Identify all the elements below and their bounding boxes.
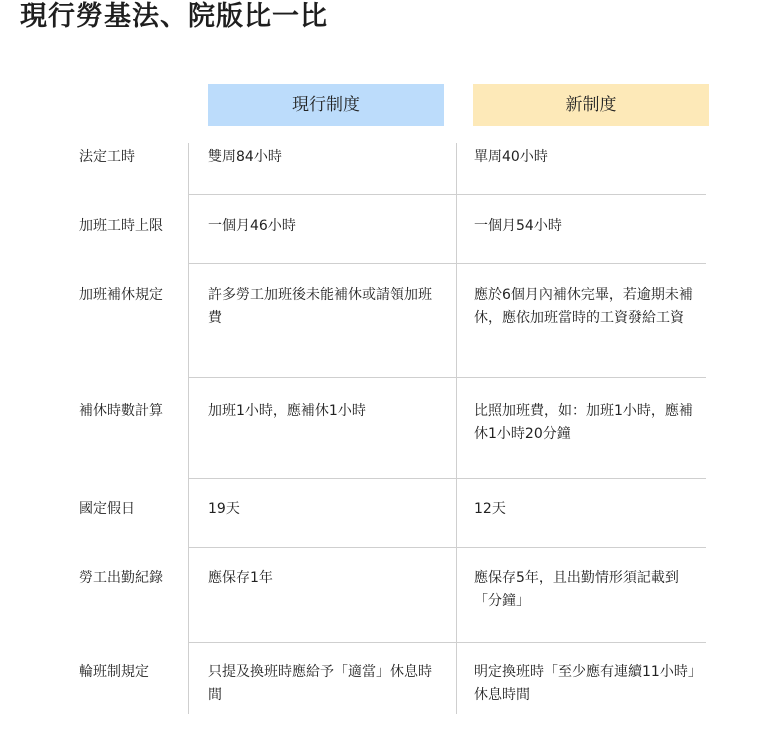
row-new-overtime-cap: 一個月54小時 xyxy=(474,218,562,234)
row-divider xyxy=(456,547,706,548)
row-divider xyxy=(188,377,456,378)
row-current-attendance-records: 應保存1年 xyxy=(208,570,273,586)
row-new-attendance-records: 應保存5年，且出勤情形須記載到「分鐘」 xyxy=(474,570,679,609)
row-divider xyxy=(456,478,706,479)
row-current-overtime-cap: 一個月46小時 xyxy=(208,218,296,234)
row-label-overtime-cap: 加班工時上限 xyxy=(79,218,163,234)
row-new-shift-rules: 明定換班時「至少應有連續11小時」休息時間 xyxy=(474,664,702,703)
row-label-shift-rules: 輪班制規定 xyxy=(79,664,149,680)
row-divider xyxy=(456,263,706,264)
row-divider xyxy=(456,642,706,643)
row-current-comp-leave-rules: 許多勞工加班後未能補休或請領加班費 xyxy=(208,287,432,326)
row-current-shift-rules: 只提及換班時應給予「適當」休息時間 xyxy=(208,664,432,703)
row-current-legal-hours: 雙周84小時 xyxy=(208,149,282,165)
column-divider xyxy=(456,143,457,714)
row-current-national-holidays: 19天 xyxy=(208,501,240,517)
row-new-comp-leave-calc: 比照加班費，如：加班1小時，應補休1小時20分鐘 xyxy=(474,403,693,442)
row-label-comp-leave-rules: 加班補休規定 xyxy=(79,287,163,303)
column-header-new: 新制度 xyxy=(473,84,709,126)
row-label-national-holidays: 國定假日 xyxy=(79,501,135,517)
row-label-comp-leave-calc: 補休時數計算 xyxy=(79,403,163,419)
row-divider xyxy=(188,547,456,548)
row-divider xyxy=(188,194,456,195)
row-current-comp-leave-calc: 加班1小時，應補休1小時 xyxy=(208,403,366,419)
row-divider xyxy=(188,642,456,643)
row-new-legal-hours: 單周40小時 xyxy=(474,149,548,165)
row-divider xyxy=(456,377,706,378)
row-new-national-holidays: 12天 xyxy=(474,501,506,517)
column-divider xyxy=(188,143,189,714)
column-header-current: 現行制度 xyxy=(208,84,444,126)
row-label-attendance-records: 勞工出勤紀錄 xyxy=(79,570,163,586)
row-divider xyxy=(188,263,456,264)
row-divider xyxy=(456,194,706,195)
page-title: 現行勞基法、院版比一比 xyxy=(20,1,328,32)
row-new-comp-leave-rules: 應於6個月內補休完畢，若逾期未補休，應依加班當時的工資發給工資 xyxy=(474,287,693,326)
row-divider xyxy=(188,478,456,479)
row-label-legal-hours: 法定工時 xyxy=(79,149,135,165)
